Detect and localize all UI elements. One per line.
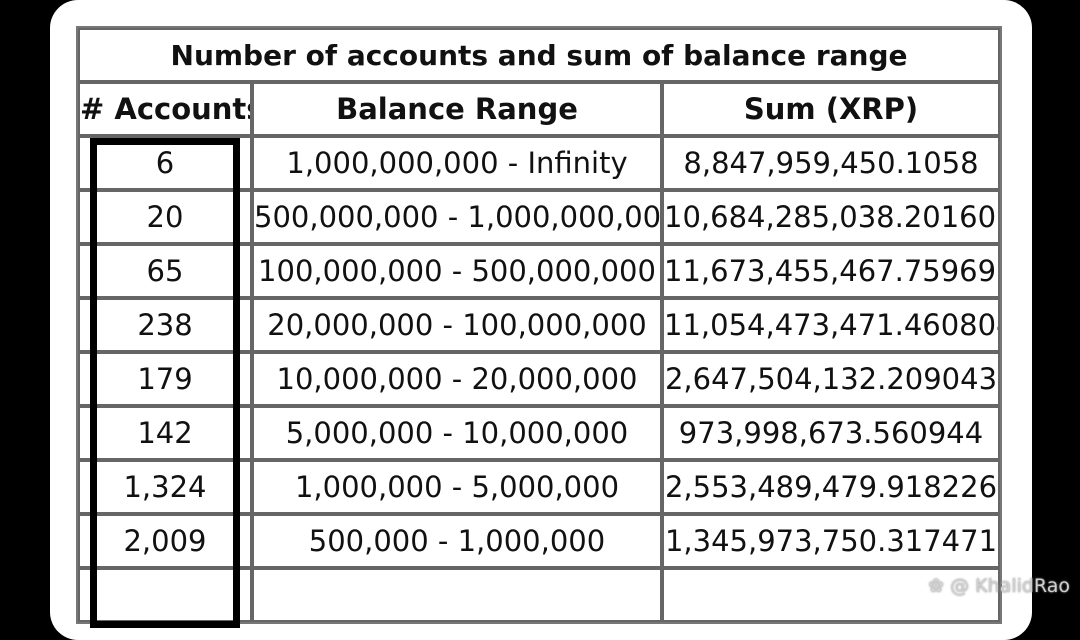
header-balance-range: Balance Range [252,82,662,136]
table-title-row [78,28,1000,82]
table-row [78,190,1000,244]
cell-accounts-cut [78,568,252,622]
cell-balance-range: 5,000,000 - 10,000,000 [252,406,662,460]
cell-sum: 2,553,489,479.918226 [662,460,1000,514]
cell-balance-range: 500,000 - 1,000,000 [252,514,662,568]
table-row [78,298,1000,352]
header-accounts: # Accounts [78,82,252,136]
cell-sum: 8,847,959,450.1058 [662,136,1000,190]
table-row [78,460,1000,514]
table-row [78,352,1000,406]
balance-range-table [76,26,1002,624]
cell-accounts: 238 [78,298,252,352]
screenshot-frame [50,0,1032,640]
cell-sum: 11,054,473,471.460804 [662,298,1000,352]
cell-balance-range: 500,000,000 - 1,000,000,000 [252,190,662,244]
table-title: Number of accounts and sum of balance range [78,28,1000,82]
cell-accounts: 179 [78,352,252,406]
cell-balance-range: 1,000,000,000 - Infinity [252,136,662,190]
cell-balance-range: 100,000,000 - 500,000,000 [252,244,662,298]
cell-sum: 11,673,455,467.759691 [662,244,1000,298]
table-row [78,136,1000,190]
table-header-row [78,82,1000,136]
cell-accounts: 1,324 [78,460,252,514]
cell-balance-range: 20,000,000 - 100,000,000 [252,298,662,352]
table-row [78,244,1000,298]
cell-accounts: 2,009 [78,514,252,568]
cell-balance-range: 1,000,000 - 5,000,000 [252,460,662,514]
cell-accounts: 142 [78,406,252,460]
cell-balance-range-cut [252,568,662,622]
cell-sum: 973,998,673.560944 [662,406,1000,460]
watermark-text: ❀ @ KhalidRao [928,575,1070,597]
cell-sum: 10,684,285,038.201609 [662,190,1000,244]
cell-accounts: 6 [78,136,252,190]
cell-accounts: 20 [78,190,252,244]
cell-accounts: 65 [78,244,252,298]
cell-balance-range: 10,000,000 - 20,000,000 [252,352,662,406]
cell-sum: 1,345,973,750.317471 [662,514,1000,568]
table-row-partial [78,568,1000,622]
table-row [78,406,1000,460]
header-sum-xrp: Sum (XRP) [662,82,1000,136]
cell-sum: 2,647,504,132.209043 [662,352,1000,406]
table-row [78,514,1000,568]
